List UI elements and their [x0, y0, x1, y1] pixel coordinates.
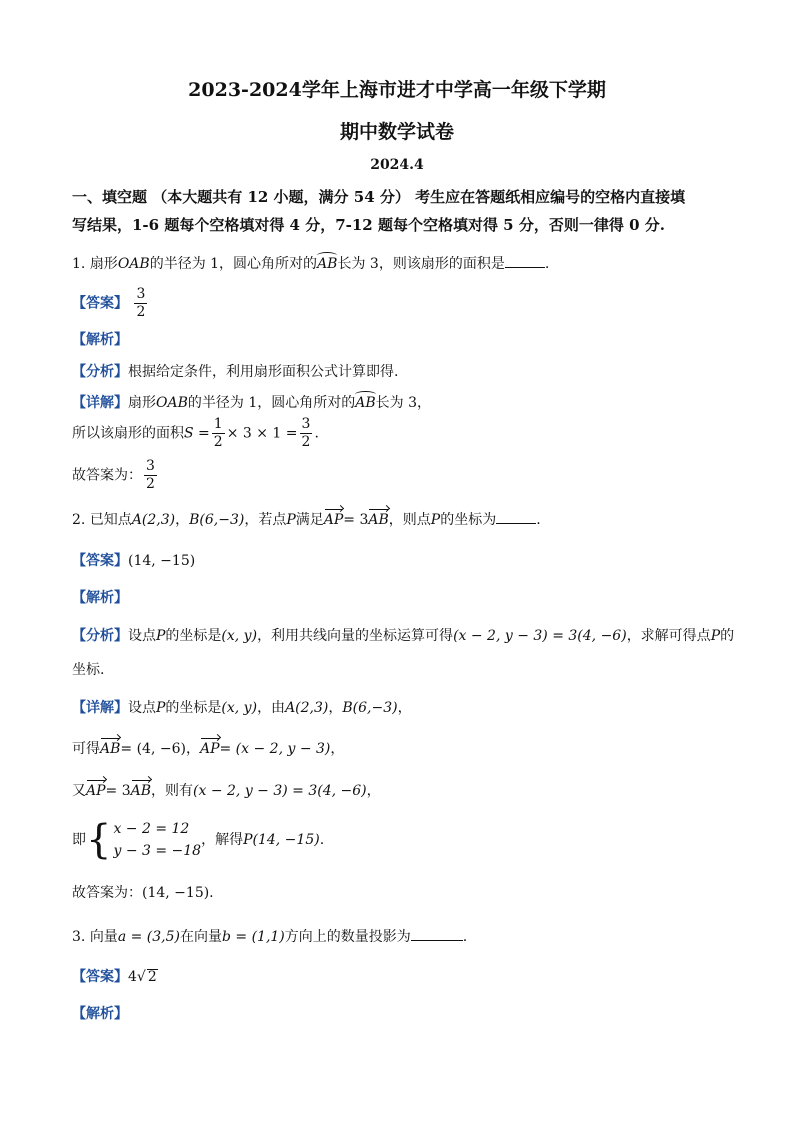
- q1-final: [72, 458, 159, 493]
- q2-fenxi-cont: [72, 659, 104, 679]
- q2-detail-text: 的坐标是: [165, 700, 222, 716]
- q2-vectors: [72, 738, 344, 758]
- frac-num: 3: [136, 286, 146, 302]
- exam-title: 2023-2024学年上海市进才中学高一年级下学期: [188, 79, 606, 101]
- q2-equation: (x − 2, y − 3) = 3(4, −6): [453, 628, 627, 644]
- answer-label: 【答案】: [72, 295, 128, 312]
- question-3: [72, 926, 467, 946]
- q2-equation-system: [86, 818, 201, 862]
- q1-arc: AB: [355, 395, 376, 411]
- q3-text: 方向上的数量投影为: [284, 929, 411, 945]
- q2-point-p: P: [156, 700, 166, 716]
- q2-equation: (x − 2, y − 3) = 3(4, −6): [193, 783, 367, 799]
- q2-point-p: P: [156, 628, 166, 644]
- fenxi-label: 【分析】: [72, 628, 128, 644]
- q2-vector-ab-value: = (4, −6): [120, 741, 186, 757]
- q1-area-formula: [72, 416, 319, 451]
- q2-point-p: P: [286, 512, 296, 528]
- q3-vector-a: a = (3,5): [117, 929, 180, 945]
- q1-detail-text: 的半径为 1，圆心角所对的: [187, 395, 356, 411]
- q3-end: .: [462, 929, 468, 945]
- q2-fenxi-text: 设点: [128, 628, 156, 644]
- q2-fenxi-text: ，利用共线向量的坐标运算可得: [257, 628, 454, 644]
- fenxi-label: 【分析】: [72, 364, 128, 380]
- frac-den: 2: [301, 434, 311, 450]
- frac-num: 1: [213, 416, 223, 432]
- q2-equations: [113, 818, 201, 862]
- q1-oab: OAB: [117, 256, 150, 272]
- q2-sep: ，: [175, 512, 190, 528]
- q2-detail-text: 设点: [128, 700, 156, 716]
- detail-label: 【详解】: [72, 700, 128, 716]
- answer-label: 【答案】: [72, 969, 128, 985]
- q1-detail: [72, 392, 431, 412]
- q1-half-fraction: [212, 416, 225, 451]
- q2-fenxi-text: ，求解可得点: [626, 628, 711, 644]
- q2-point-a: A(2,3): [285, 700, 329, 716]
- q2-fenxi: [72, 625, 734, 645]
- q2-equals: = 3: [105, 783, 131, 799]
- exam-subtitle: 期中数学试卷: [339, 121, 454, 143]
- q2-equals: = 3: [343, 512, 369, 528]
- q2-text: 已知点: [89, 512, 132, 528]
- q2-point-p: P: [430, 512, 441, 528]
- q2-final-value: (14, −15).: [142, 885, 214, 901]
- q2-sep: ，: [185, 741, 200, 757]
- q2-fenxi-text: 坐标.: [72, 662, 105, 678]
- q2-analysis-label: [72, 587, 128, 607]
- q2-detail-text: ，则有: [151, 783, 194, 799]
- q2-xy: (x, y): [221, 700, 258, 716]
- q2-vector-ab: AB: [368, 512, 389, 528]
- q1-text: 的半径为 1，圆心角所对的: [149, 256, 318, 272]
- frac-den: 2: [136, 304, 146, 320]
- frac-num: 3: [301, 416, 311, 432]
- detail-label: 【详解】: [72, 395, 128, 411]
- q2-detail-text: 又: [72, 783, 86, 799]
- q2-detail-text: ，由: [257, 700, 286, 716]
- q2-text: 的坐标为: [440, 512, 497, 528]
- q2-answer-value: (14, −15): [128, 553, 196, 569]
- q2-vector-ap: AP: [323, 512, 344, 528]
- q2-vector-ap: AP: [199, 741, 220, 757]
- q2-detail-text: 即: [72, 832, 86, 848]
- question-2: [72, 509, 541, 529]
- q2-point-a: A(2,3): [131, 512, 176, 528]
- q1-end: .: [544, 256, 550, 272]
- q3-answer: [72, 966, 158, 986]
- q2-relation: [72, 780, 381, 800]
- q2-detail-text: ，解得: [201, 832, 244, 848]
- q2-solution: P(14, −15): [243, 832, 320, 848]
- q1-text: 扇形: [89, 256, 118, 272]
- q1-detail-text: 长为 3，: [375, 395, 432, 411]
- q1-answer: [72, 286, 149, 321]
- q2-fenxi-text: 的坐标是: [165, 628, 222, 644]
- q1-analysis-label: [72, 329, 128, 349]
- q2-point-b: B(6,−3): [189, 512, 245, 528]
- q2-point-b: B(6,−3): [342, 700, 398, 716]
- q1-arc: AB: [317, 256, 338, 272]
- final-label: 故答案为：: [72, 467, 142, 484]
- q2-eq-2: y − 3 = −18: [113, 843, 202, 859]
- q1-oab: OAB: [156, 395, 188, 411]
- q1-answer-fraction: [134, 286, 147, 321]
- final-label: 故答案为：: [72, 885, 142, 901]
- q1-fenxi: [72, 361, 398, 381]
- q1-formula-end: .: [314, 425, 319, 442]
- analysis-label: 【解析】: [72, 332, 128, 348]
- q2-answer: [72, 550, 195, 570]
- q2-fenxi-text: 的: [720, 628, 735, 644]
- frac-den: 2: [146, 476, 155, 492]
- q1-detail-text: 扇形: [128, 395, 156, 411]
- sqrt-icon: √: [136, 969, 146, 985]
- question-1: [72, 253, 549, 273]
- q2-detail: [72, 697, 412, 717]
- q2-text: ，若点: [244, 512, 287, 528]
- frac-den: 2: [213, 434, 223, 450]
- q2-final: [72, 882, 214, 902]
- q2-answer-blank: [496, 511, 536, 524]
- q1-text: 长为 3，则该扇形的面积是: [337, 256, 505, 272]
- q2-point-p: P: [710, 628, 721, 644]
- q1-formula-mult: × 3 × 1 =: [226, 425, 298, 442]
- q1-answer-blank: [505, 255, 545, 268]
- q1-number: 1.: [72, 256, 86, 272]
- q3-answer-blank: [411, 928, 463, 941]
- q3-analysis-label: [72, 1003, 128, 1023]
- answer-label: 【答案】: [72, 553, 128, 569]
- q1-fenxi-text: 根据给定条件，利用扇形面积公式计算即得.: [128, 364, 399, 380]
- section-heading: 一、填空题 （本大题共有 12 小题，满分 54 分） 考生应在答题纸相应编号的空格内直接填: [72, 188, 686, 206]
- left-brace-icon: {: [86, 817, 112, 863]
- q2-end: .: [319, 832, 325, 848]
- section-heading-cont: 写结果，1-6 题每个空格填对得 4 分，7-12 题每个空格填对得 5 分，否则一律得 0 分.: [72, 216, 665, 234]
- q2-text: ，则点: [388, 512, 431, 528]
- q2-system: [72, 818, 324, 862]
- q2-vector-ap: AP: [86, 783, 106, 799]
- q2-text: 满足: [295, 512, 324, 528]
- q1-formula-s: S =: [184, 425, 210, 442]
- q1-formula-text: 所以该扇形的面积: [72, 425, 184, 442]
- q3-text: 在向量: [179, 929, 222, 945]
- q2-sep: ，: [397, 700, 412, 716]
- q2-vector-ab: AB: [130, 783, 152, 799]
- q2-sep: ，: [330, 741, 345, 757]
- analysis-label: 【解析】: [72, 590, 128, 606]
- q3-text: 向量: [89, 929, 118, 945]
- q2-eq-1: x − 2 = 12: [113, 821, 190, 837]
- q2-number: 2.: [72, 512, 86, 528]
- exam-date: 2024.4: [370, 157, 424, 173]
- q3-answer-coef: 4: [128, 969, 137, 985]
- q3-vector-b: b = (1,1): [221, 929, 285, 945]
- q2-sep: ，: [366, 783, 381, 799]
- q1-final-fraction: [144, 458, 157, 493]
- q1-result-fraction: [300, 416, 313, 451]
- q2-sep: ，: [328, 700, 343, 716]
- frac-num: 3: [146, 458, 155, 474]
- q3-answer-radicand: 2: [147, 969, 157, 985]
- q2-detail-text: 可得: [72, 741, 100, 757]
- q2-end: .: [536, 512, 541, 528]
- q2-vector-ap-value: = (x − 2, y − 3): [219, 741, 331, 757]
- q2-xy: (x, y): [221, 628, 258, 644]
- q3-number: 3.: [72, 929, 86, 945]
- q2-vector-ab: AB: [100, 741, 121, 757]
- analysis-label: 【解析】: [72, 1006, 128, 1022]
